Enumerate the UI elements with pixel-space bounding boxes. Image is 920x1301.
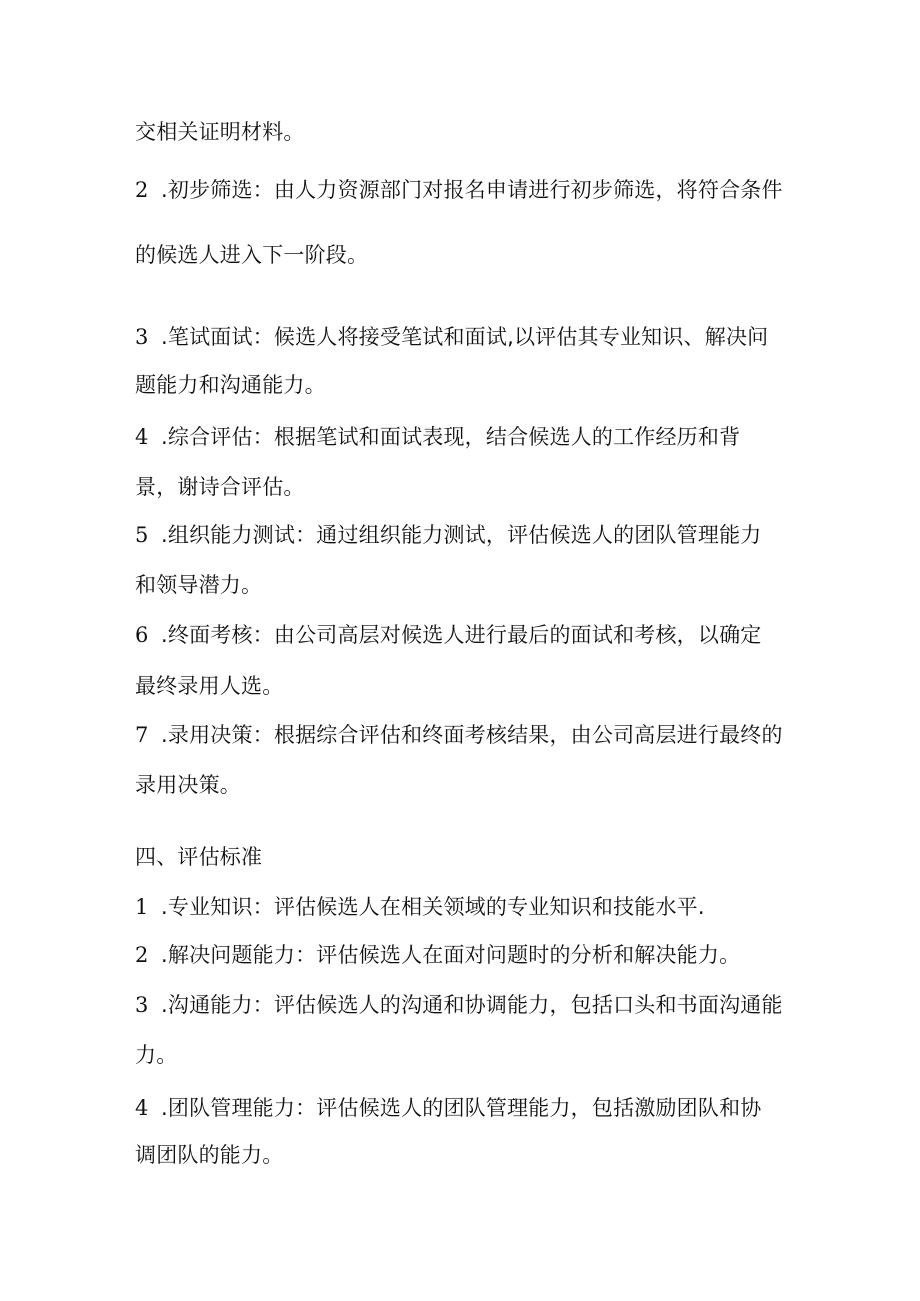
item-text: .沟通能力：评估候选人的沟通和协调能力，包括口头和书面沟通能	[161, 993, 783, 1017]
list-item	[135, 720, 783, 750]
item-number: 4	[135, 1096, 149, 1120]
item-text: .录用决策：根据综合评估和终面考核结果，由公司高层进行最终的	[161, 723, 783, 747]
item-number: 4	[135, 425, 149, 449]
text-line	[135, 1040, 177, 1070]
line-text: 录用决策。	[135, 773, 241, 797]
text-line	[135, 770, 241, 800]
text-line	[135, 472, 305, 502]
item-text: .团队管理能力：评估候选人的团队管理能力，包括激励团队和协	[161, 1096, 762, 1120]
item-number: 3	[135, 993, 149, 1017]
list-item	[135, 892, 705, 922]
item-text: .终面考核：由公司高层对候选人进行最后的面试和考核，以确定	[161, 623, 762, 647]
list-item	[135, 422, 740, 452]
list-item	[135, 1093, 761, 1123]
item-text: .综合评估：根据笔试和面试表现，结合候选人的工作经历和背	[161, 425, 741, 449]
text-line	[135, 570, 262, 600]
heading-text: 四、评估标准	[135, 845, 263, 869]
list-item	[135, 990, 783, 1020]
line-text: 的候选人进入下一阶段。	[135, 243, 369, 267]
list-item	[135, 322, 768, 352]
item-number: 1	[135, 895, 149, 919]
item-text: .专业知识：评估候选人在相关领域的专业知识和技能水平.	[161, 895, 705, 919]
item-number: 2	[135, 178, 149, 202]
item-number: 7	[135, 723, 149, 747]
list-item	[135, 175, 783, 205]
item-text: .解决问题能力：评估候选人在面对问题时的分析和解决能力。	[161, 943, 741, 967]
item-text: .初步筛选：由人力资源部门对报名申请进行初步筛选，将符合条件	[161, 178, 783, 202]
line-text: 最终录用人选。	[135, 674, 284, 698]
text-line	[135, 671, 283, 701]
line-text: 调团队的能力。	[135, 1143, 284, 1167]
section-heading	[135, 842, 262, 872]
item-number: 6	[135, 623, 149, 647]
item-text: .组织能力测试：通过组织能力测试，评估候选人的团队管理能力	[161, 523, 762, 547]
item-number: 2	[135, 943, 149, 967]
list-item	[135, 620, 761, 650]
text-line	[135, 370, 326, 400]
line-text: 题能力和沟通能力。	[135, 373, 326, 397]
text-line	[135, 1140, 283, 1170]
line-text: 景，谢诗合评估。	[135, 475, 305, 499]
list-item	[135, 520, 761, 550]
item-number: 5	[135, 523, 149, 547]
line-text: 力。	[135, 1043, 178, 1067]
item-number: 3	[135, 325, 149, 349]
line-text: 和领导潜力。	[135, 573, 263, 597]
text-line	[135, 117, 305, 147]
line-text: 交相关证明材料。	[135, 120, 305, 144]
list-item	[135, 940, 740, 970]
text-line	[135, 240, 368, 270]
item-text: .笔试面试：候选人将接受笔试和面试,以评估其专业知识、解决问	[161, 325, 769, 349]
